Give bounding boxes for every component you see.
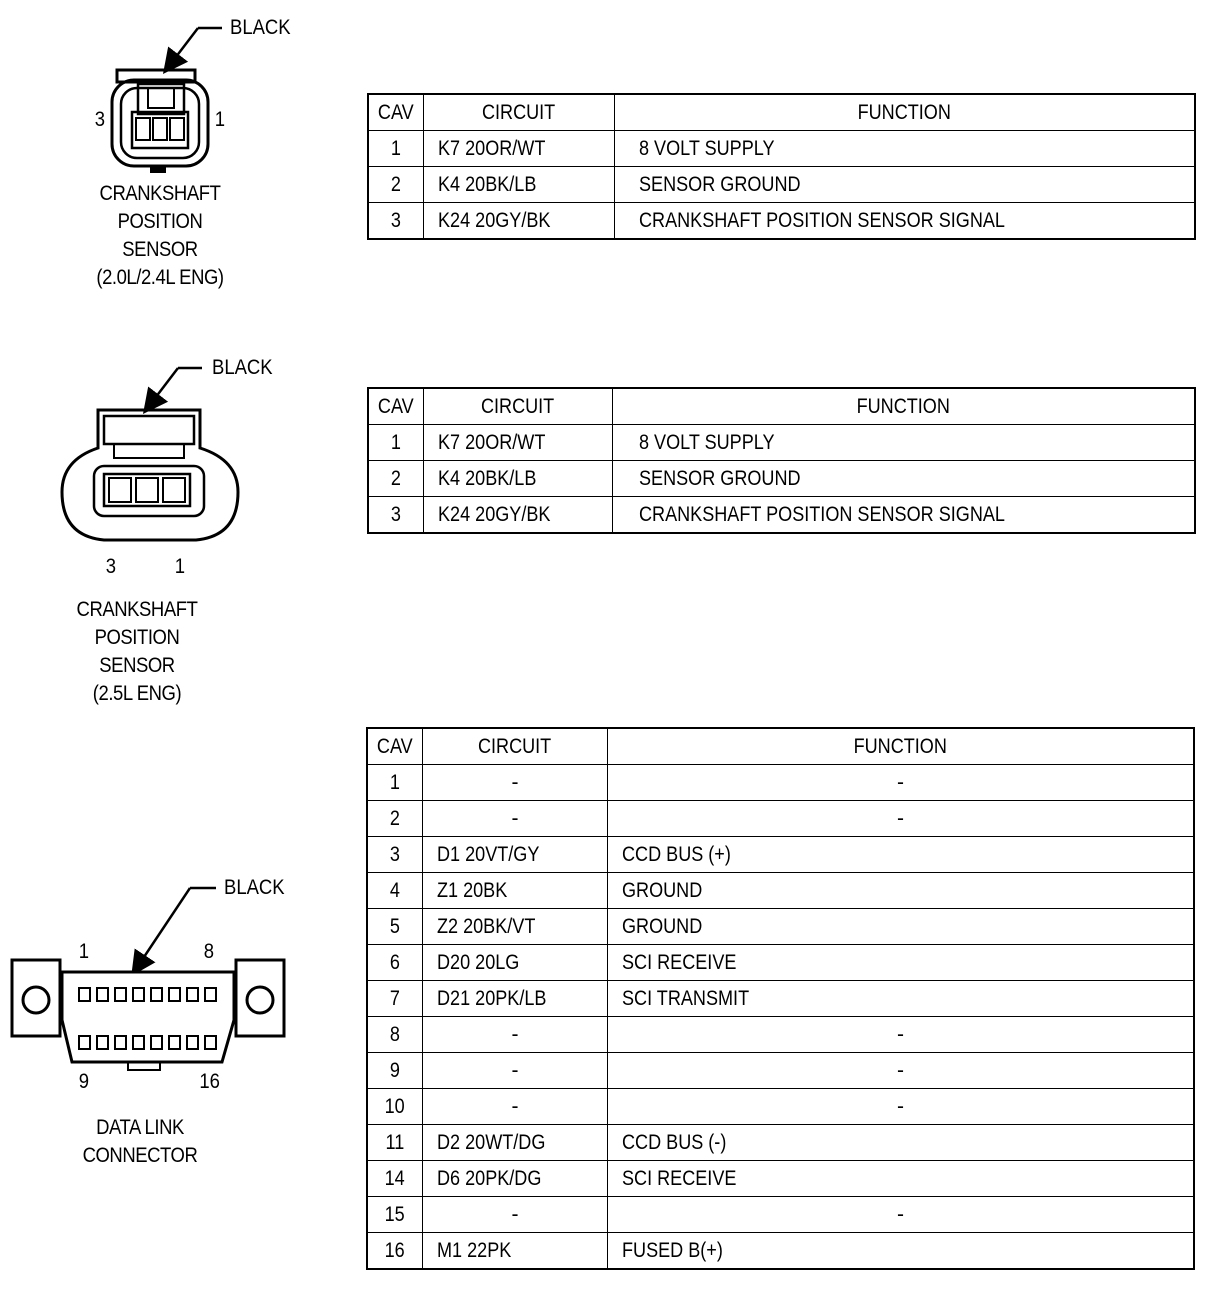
cav-cell: 8 bbox=[367, 1017, 423, 1053]
table-row bbox=[368, 461, 1195, 497]
circuit-cell: K4 20BK/LB bbox=[424, 167, 615, 203]
circuit-cell: D1 20VT/GY bbox=[423, 837, 608, 873]
column-header-function: FUNCTION bbox=[615, 94, 1196, 131]
table-row bbox=[367, 1017, 1194, 1053]
function-cell: - bbox=[608, 1089, 1195, 1125]
column-header-function: FUNCTION bbox=[608, 728, 1195, 765]
table-row bbox=[368, 203, 1195, 240]
circuit-cell: K24 20GY/BK bbox=[424, 203, 615, 240]
function-cell: - bbox=[608, 1197, 1195, 1233]
ckp-2024-name-line: SENSOR bbox=[122, 238, 198, 261]
ckp-25-name-line: POSITION bbox=[94, 626, 180, 649]
dlc-pin-top-left-label: 1 bbox=[78, 940, 89, 963]
circuit-cell: - bbox=[423, 1089, 608, 1125]
ckp-2024-pin-left-label: 3 bbox=[94, 108, 105, 131]
circuit-cell: - bbox=[423, 1053, 608, 1089]
cav-cell: 1 bbox=[367, 765, 423, 801]
table-row bbox=[368, 497, 1195, 534]
table-header-row bbox=[368, 388, 1195, 425]
cav-cell: 15 bbox=[367, 1197, 423, 1233]
cav-cell: 3 bbox=[368, 497, 424, 534]
cav-cell: 3 bbox=[368, 203, 424, 240]
function-cell: SENSOR GROUND bbox=[613, 461, 1196, 497]
column-header-cav: CAV bbox=[368, 388, 424, 425]
dlc-pinout-table bbox=[366, 727, 1195, 1270]
dlc-name bbox=[40, 1114, 240, 1170]
function-cell: CRANKSHAFT POSITION SENSOR SIGNAL bbox=[613, 497, 1196, 534]
circuit-cell: M1 22PK bbox=[423, 1233, 608, 1270]
function-cell: GROUND bbox=[608, 909, 1195, 945]
table-row bbox=[367, 1197, 1194, 1233]
ckp-25-pin-right-label: 1 bbox=[174, 555, 185, 578]
ckp-25-name-line: SENSOR bbox=[99, 654, 175, 677]
circuit-cell: K7 20OR/WT bbox=[424, 425, 613, 461]
table-row bbox=[367, 945, 1194, 981]
cav-cell: 10 bbox=[367, 1089, 423, 1125]
ckp-2024-pin-right-label: 1 bbox=[214, 108, 225, 131]
column-header-circuit: CIRCUIT bbox=[423, 728, 608, 765]
ckp-25-color-label: BLACK bbox=[212, 356, 273, 379]
ckp-25-pinout-table bbox=[367, 387, 1196, 534]
circuit-cell: D20 20LG bbox=[423, 945, 608, 981]
column-header-cav: CAV bbox=[367, 728, 423, 765]
ckp-2024-name-line: (2.0L/2.4L ENG) bbox=[96, 266, 224, 289]
table-header-row bbox=[367, 728, 1194, 765]
table-row bbox=[367, 909, 1194, 945]
cav-cell: 6 bbox=[367, 945, 423, 981]
cav-cell: 7 bbox=[367, 981, 423, 1017]
cav-cell: 2 bbox=[367, 801, 423, 837]
dlc-name-line: DATA LINK bbox=[96, 1116, 184, 1139]
cav-cell: 11 bbox=[367, 1125, 423, 1161]
cav-cell: 2 bbox=[368, 461, 424, 497]
ckp-25-pin-left-label: 3 bbox=[105, 555, 116, 578]
function-cell: - bbox=[608, 1017, 1195, 1053]
table-row bbox=[367, 1053, 1194, 1089]
cav-cell: 1 bbox=[368, 131, 424, 167]
circuit-cell: - bbox=[423, 1197, 608, 1233]
dlc-pin-top-right-label: 8 bbox=[203, 940, 214, 963]
dlc-pin-bottom-left-label: 9 bbox=[78, 1070, 89, 1093]
cav-cell: 2 bbox=[368, 167, 424, 203]
circuit-cell: D21 20PK/LB bbox=[423, 981, 608, 1017]
ckp-2024-color-label: BLACK bbox=[230, 16, 291, 39]
cav-cell: 9 bbox=[367, 1053, 423, 1089]
cav-cell: 14 bbox=[367, 1161, 423, 1197]
function-cell: SENSOR GROUND bbox=[615, 167, 1196, 203]
function-cell: 8 VOLT SUPPLY bbox=[613, 425, 1196, 461]
cav-cell: 3 bbox=[367, 837, 423, 873]
function-cell: - bbox=[608, 1053, 1195, 1089]
circuit-cell: - bbox=[423, 765, 608, 801]
function-cell: GROUND bbox=[608, 873, 1195, 909]
circuit-cell: Z1 20BK bbox=[423, 873, 608, 909]
ckp-2024-name bbox=[60, 180, 260, 292]
column-header-function: FUNCTION bbox=[613, 388, 1196, 425]
table-header-row bbox=[368, 94, 1195, 131]
circuit-cell: D6 20PK/DG bbox=[423, 1161, 608, 1197]
column-header-circuit: CIRCUIT bbox=[424, 94, 615, 131]
ckp-25-connector-drawing bbox=[62, 368, 238, 540]
circuit-cell: - bbox=[423, 801, 608, 837]
column-header-cav: CAV bbox=[368, 94, 424, 131]
circuit-cell: K7 20OR/WT bbox=[424, 131, 615, 167]
ckp-2024-connector-drawing bbox=[112, 28, 222, 173]
table-row bbox=[367, 981, 1194, 1017]
function-cell: CRANKSHAFT POSITION SENSOR SIGNAL bbox=[615, 203, 1196, 240]
function-cell: CCD BUS (-) bbox=[608, 1125, 1195, 1161]
table-row bbox=[367, 1161, 1194, 1197]
function-cell: SCI RECEIVE bbox=[608, 1161, 1195, 1197]
table-row bbox=[367, 873, 1194, 909]
table-row bbox=[367, 1089, 1194, 1125]
table-row bbox=[367, 765, 1194, 801]
function-cell: SCI RECEIVE bbox=[608, 945, 1195, 981]
table-row bbox=[368, 425, 1195, 461]
dlc-connector-drawing bbox=[12, 888, 284, 1070]
ckp-2024-pinout-table bbox=[367, 93, 1196, 240]
function-cell: SCI TRANSMIT bbox=[608, 981, 1195, 1017]
function-cell: - bbox=[608, 801, 1195, 837]
ckp-25-name-line: (2.5L ENG) bbox=[92, 682, 182, 705]
function-cell: CCD BUS (+) bbox=[608, 837, 1195, 873]
function-cell: FUSED B(+) bbox=[608, 1233, 1195, 1270]
function-cell: 8 VOLT SUPPLY bbox=[615, 131, 1196, 167]
ckp-2024-name-line: CRANKSHAFT bbox=[99, 182, 221, 205]
dlc-color-label: BLACK bbox=[224, 876, 285, 899]
circuit-cell: D2 20WT/DG bbox=[423, 1125, 608, 1161]
ckp-25-name-line: CRANKSHAFT bbox=[76, 598, 198, 621]
cav-cell: 16 bbox=[367, 1233, 423, 1270]
table-row bbox=[367, 837, 1194, 873]
table-row bbox=[367, 1233, 1194, 1270]
circuit-cell: K24 20GY/BK bbox=[424, 497, 613, 534]
dlc-pin-bottom-right-label: 16 bbox=[199, 1070, 220, 1093]
circuit-cell: K4 20BK/LB bbox=[424, 461, 613, 497]
circuit-cell: Z2 20BK/VT bbox=[423, 909, 608, 945]
cav-cell: 4 bbox=[367, 873, 423, 909]
cav-cell: 1 bbox=[368, 425, 424, 461]
dlc-name-line: CONNECTOR bbox=[82, 1144, 198, 1167]
column-header-circuit: CIRCUIT bbox=[424, 388, 613, 425]
ckp-25-name bbox=[37, 596, 237, 708]
ckp-2024-name-line: POSITION bbox=[117, 210, 203, 233]
table-row bbox=[368, 167, 1195, 203]
table-row bbox=[368, 131, 1195, 167]
cav-cell: 5 bbox=[367, 909, 423, 945]
circuit-cell: - bbox=[423, 1017, 608, 1053]
table-row bbox=[367, 1125, 1194, 1161]
function-cell: - bbox=[608, 765, 1195, 801]
table-row bbox=[367, 801, 1194, 837]
